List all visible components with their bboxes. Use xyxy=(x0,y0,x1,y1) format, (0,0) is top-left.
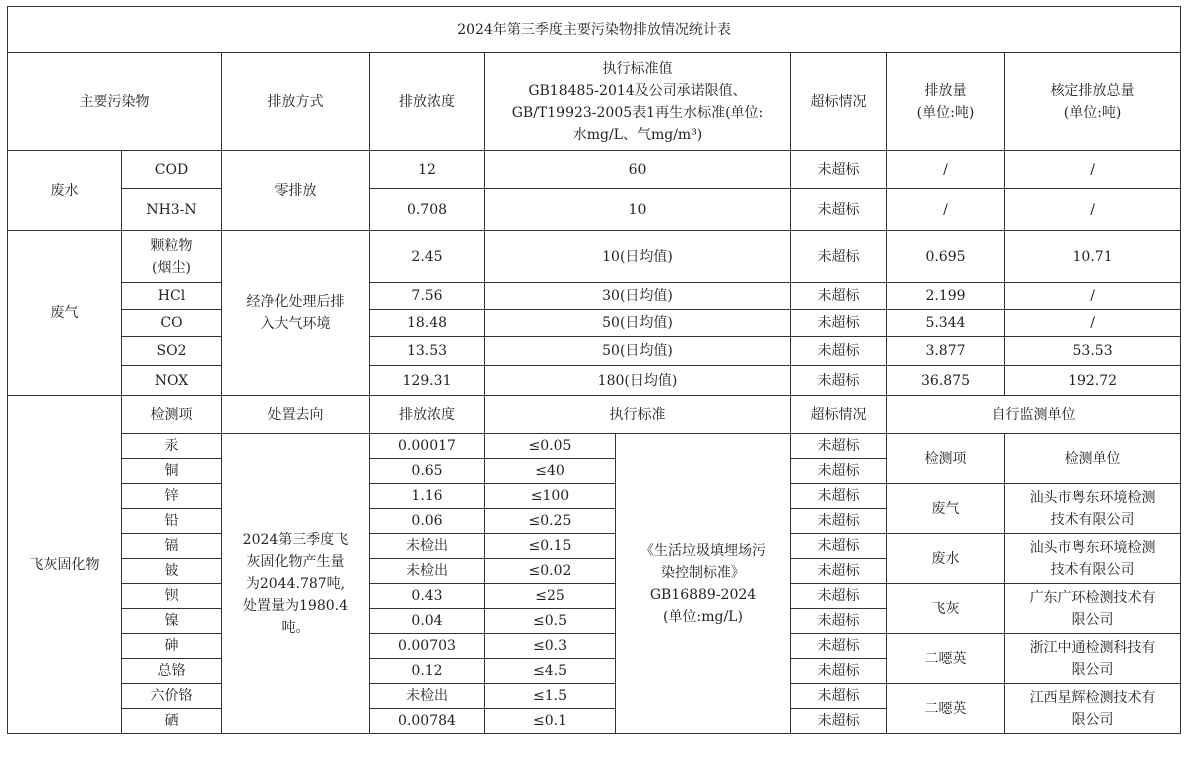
header-total-unit: (单位:吨) xyxy=(1063,104,1122,121)
fly-ash-conc: 1.16 xyxy=(370,484,485,509)
pollutant-item: CO xyxy=(122,310,222,337)
table-row xyxy=(8,283,1181,310)
header-standard-line: 水mg/L、气mg/m³) xyxy=(572,126,703,143)
table-row xyxy=(8,189,1181,231)
concentration-cell: 12 xyxy=(370,151,485,189)
fly-ash-conc: 0.06 xyxy=(370,509,485,534)
header-exceed: 超标情况 xyxy=(791,53,887,151)
header-row xyxy=(8,53,1181,151)
fly-ash-header-monitor: 自行监测单位 xyxy=(887,396,1181,434)
pollutant-item: COD xyxy=(122,151,222,189)
header-standard xyxy=(485,53,791,151)
pollutant-item: HCl xyxy=(122,283,222,310)
standard-line: 染控制标准》 xyxy=(661,564,745,581)
pollutant-item: NH3-N xyxy=(122,189,222,231)
header-standard-line: 执行标准值 xyxy=(602,60,673,77)
total-cell: 10.71 xyxy=(1005,231,1181,283)
fly-ash-exceed: 未超标 xyxy=(791,659,887,684)
monitor-item: 二噁英 xyxy=(887,684,1005,734)
monitor-unit-line: 限公司 xyxy=(1071,611,1114,628)
standard-line: 《生活垃圾填埋场污 xyxy=(640,542,766,559)
exceed-cell: 未超标 xyxy=(791,366,887,396)
pollutant-item: NOX xyxy=(122,366,222,396)
monitor-unit-line: 江西星辉检测技术有 xyxy=(1029,689,1156,706)
fly-ash-header-standard: 执行标准 xyxy=(485,396,791,434)
monitor-unit-line: 技术有限公司 xyxy=(1050,511,1135,528)
amount-cell: / xyxy=(887,151,1005,189)
total-cell: / xyxy=(1005,151,1181,189)
fly-ash-limit: ≤100 xyxy=(485,484,616,509)
fly-ash-conc: 0.12 xyxy=(370,659,485,684)
header-total-line: 核定排放总量 xyxy=(1050,82,1135,99)
table-title: 2024年第三季度主要污染物排放情况统计表 xyxy=(8,7,1181,53)
concentration-cell: 0.708 xyxy=(370,189,485,231)
table-row xyxy=(8,434,1181,459)
monitor-unit xyxy=(1005,634,1181,684)
table-row xyxy=(8,684,1181,709)
amount-cell: 2.199 xyxy=(887,283,1005,310)
amount-cell: / xyxy=(887,189,1005,231)
table-row xyxy=(8,151,1181,189)
fly-ash-item: 铅 xyxy=(122,509,222,534)
fly-ash-exceed: 未超标 xyxy=(791,484,887,509)
pollutant-item-line: (烟尘) xyxy=(152,259,191,276)
fly-ash-limit: ≤40 xyxy=(485,459,616,484)
fly-ash-item: 铜 xyxy=(122,459,222,484)
table-row xyxy=(8,634,1181,659)
fly-ash-conc: 0.04 xyxy=(370,609,485,634)
disposal-line: 2024第三季度飞 xyxy=(242,531,349,548)
fly-ash-exceed: 未超标 xyxy=(791,509,887,534)
standard-line: GB16889-2024 xyxy=(649,586,757,603)
wastewater-method: 零排放 xyxy=(222,151,370,231)
fly-ash-exceed: 未超标 xyxy=(791,459,887,484)
exceed-cell: 未超标 xyxy=(791,310,887,337)
standard-cell: 180(日均值) xyxy=(485,366,791,396)
fly-ash-limit: ≤0.05 xyxy=(485,434,616,459)
fly-ash-item: 六价铬 xyxy=(122,684,222,709)
fly-ash-limit: ≤25 xyxy=(485,584,616,609)
header-pollutant: 主要污染物 xyxy=(8,53,222,151)
fly-ash-limit: ≤0.02 xyxy=(485,559,616,584)
fly-ash-limit: ≤0.15 xyxy=(485,534,616,559)
report-container xyxy=(7,6,1181,734)
monitor-unit-line: 汕头市粤东环境检测 xyxy=(1029,539,1156,556)
standard-cell: 10(日均值) xyxy=(485,231,791,283)
method-line: 经净化处理后排 xyxy=(246,294,345,310)
fly-ash-exceed: 未超标 xyxy=(791,709,887,734)
pollutant-item-line: 颗粒物 xyxy=(150,237,193,254)
monitor-unit-line: 限公司 xyxy=(1071,661,1114,678)
monitor-unit-line: 浙江中通检测科技有 xyxy=(1029,639,1156,656)
pollutant-item xyxy=(122,231,222,283)
table-row xyxy=(8,534,1181,559)
standard-cell: 50(日均值) xyxy=(485,337,791,366)
waste-gas-label: 废气 xyxy=(8,231,122,396)
fly-ash-conc: 0.65 xyxy=(370,459,485,484)
monitor-unit-line: 限公司 xyxy=(1071,711,1114,728)
monitor-unit xyxy=(1005,534,1181,584)
disposal-line: 灰固化物产生量 xyxy=(246,553,345,570)
fly-ash-item: 镍 xyxy=(122,609,222,634)
fly-ash-item: 锌 xyxy=(122,484,222,509)
total-cell: / xyxy=(1005,310,1181,337)
total-cell: / xyxy=(1005,283,1181,310)
monitor-item: 废气 xyxy=(887,484,1005,534)
total-cell: 192.72 xyxy=(1005,366,1181,396)
concentration-cell: 2.45 xyxy=(370,231,485,283)
disposal-line: 处置量为1980.4 xyxy=(243,597,348,614)
fly-ash-limit: ≤0.3 xyxy=(485,634,616,659)
concentration-cell: 18.48 xyxy=(370,310,485,337)
table-row xyxy=(8,231,1181,283)
fly-ash-header-item: 检测项 xyxy=(122,396,222,434)
fly-ash-label: 飞灰固化物 xyxy=(8,396,122,734)
fly-ash-exceed: 未超标 xyxy=(791,684,887,709)
standard-cell: 30(日均值) xyxy=(485,283,791,310)
table-row xyxy=(8,584,1181,609)
fly-ash-exceed: 未超标 xyxy=(791,559,887,584)
fly-ash-conc: 未检出 xyxy=(370,684,485,709)
header-amount-line: 排放量 xyxy=(924,82,967,99)
concentration-cell: 13.53 xyxy=(370,337,485,366)
amount-cell: 36.875 xyxy=(887,366,1005,396)
disposal-line: 为2044.787吨, xyxy=(245,575,346,592)
total-cell: 53.53 xyxy=(1005,337,1181,366)
standard-cell: 10 xyxy=(485,189,791,231)
monitor-header-unit: 检测单位 xyxy=(1005,434,1181,484)
table-row xyxy=(8,337,1181,366)
header-standard-line: GB/T19923-2005表1再生水标准(单位: xyxy=(511,104,764,121)
exceed-cell: 未超标 xyxy=(791,231,887,283)
fly-ash-conc: 0.00017 xyxy=(370,434,485,459)
disposal-line: 吨。 xyxy=(281,619,310,636)
header-method: 排放方式 xyxy=(222,53,370,151)
monitor-item: 二噁英 xyxy=(887,634,1005,684)
fly-ash-conc: 未检出 xyxy=(370,559,485,584)
amount-cell: 0.695 xyxy=(887,231,1005,283)
fly-ash-item: 硒 xyxy=(122,709,222,734)
fly-ash-item: 钡 xyxy=(122,584,222,609)
fly-ash-item: 镉 xyxy=(122,534,222,559)
fly-ash-header-exceed: 超标情况 xyxy=(791,396,887,434)
fly-ash-disposal xyxy=(222,434,370,734)
concentration-cell: 129.31 xyxy=(370,366,485,396)
monitor-item: 废水 xyxy=(887,534,1005,584)
amount-cell: 3.877 xyxy=(887,337,1005,366)
header-amount xyxy=(887,53,1005,151)
fly-ash-exceed: 未超标 xyxy=(791,584,887,609)
fly-ash-exceed: 未超标 xyxy=(791,434,887,459)
fly-ash-conc: 0.43 xyxy=(370,584,485,609)
fly-ash-exceed: 未超标 xyxy=(791,634,887,659)
exceed-cell: 未超标 xyxy=(791,283,887,310)
fly-ash-limit: ≤0.1 xyxy=(485,709,616,734)
waste-gas-method xyxy=(222,231,370,396)
wastewater-label: 废水 xyxy=(8,151,122,231)
monitor-unit xyxy=(1005,584,1181,634)
fly-ash-item: 砷 xyxy=(122,634,222,659)
total-cell: / xyxy=(1005,189,1181,231)
fly-ash-standard xyxy=(616,434,791,734)
fly-ash-limit: ≤4.5 xyxy=(485,659,616,684)
header-total xyxy=(1005,53,1181,151)
title-row xyxy=(8,7,1181,53)
method-line: 入大气环境 xyxy=(260,316,331,332)
fly-ash-limit: ≤0.25 xyxy=(485,509,616,534)
exceed-cell: 未超标 xyxy=(791,189,887,231)
table-row xyxy=(8,366,1181,396)
monitor-unit-line: 广东广环检测技术有 xyxy=(1029,589,1156,606)
fly-ash-item: 铍 xyxy=(122,559,222,584)
standard-cell: 50(日均值) xyxy=(485,310,791,337)
fly-ash-conc: 0.00784 xyxy=(370,709,485,734)
monitor-unit xyxy=(1005,684,1181,734)
monitor-unit-line: 汕头市粤东环境检测 xyxy=(1029,489,1156,506)
monitor-unit-line: 技术有限公司 xyxy=(1050,561,1135,578)
header-amount-unit: (单位:吨) xyxy=(916,104,975,121)
fly-ash-header-disposal: 处置去向 xyxy=(222,396,370,434)
standard-line: (单位:mg/L) xyxy=(663,608,743,625)
table-row xyxy=(8,310,1181,337)
exceed-cell: 未超标 xyxy=(791,337,887,366)
fly-ash-conc: 0.00703 xyxy=(370,634,485,659)
standard-cell: 60 xyxy=(485,151,791,189)
monitor-unit xyxy=(1005,484,1181,534)
fly-ash-exceed: 未超标 xyxy=(791,534,887,559)
emission-statistics-table xyxy=(7,6,1181,734)
header-concentration: 排放浓度 xyxy=(370,53,485,151)
concentration-cell: 7.56 xyxy=(370,283,485,310)
fly-ash-item: 总铬 xyxy=(122,659,222,684)
fly-ash-conc: 未检出 xyxy=(370,534,485,559)
fly-ash-header-conc: 排放浓度 xyxy=(370,396,485,434)
pollutant-item: SO2 xyxy=(122,337,222,366)
exceed-cell: 未超标 xyxy=(791,151,887,189)
header-standard-line: GB18485-2014及公司承诺限值、 xyxy=(528,82,747,99)
fly-ash-limit: ≤1.5 xyxy=(485,684,616,709)
table-row xyxy=(8,484,1181,509)
monitor-header-item: 检测项 xyxy=(887,434,1005,484)
fly-ash-exceed: 未超标 xyxy=(791,609,887,634)
monitor-item: 飞灰 xyxy=(887,584,1005,634)
amount-cell: 5.344 xyxy=(887,310,1005,337)
fly-ash-item: 汞 xyxy=(122,434,222,459)
fly-ash-header-row xyxy=(8,396,1181,434)
fly-ash-limit: ≤0.5 xyxy=(485,609,616,634)
